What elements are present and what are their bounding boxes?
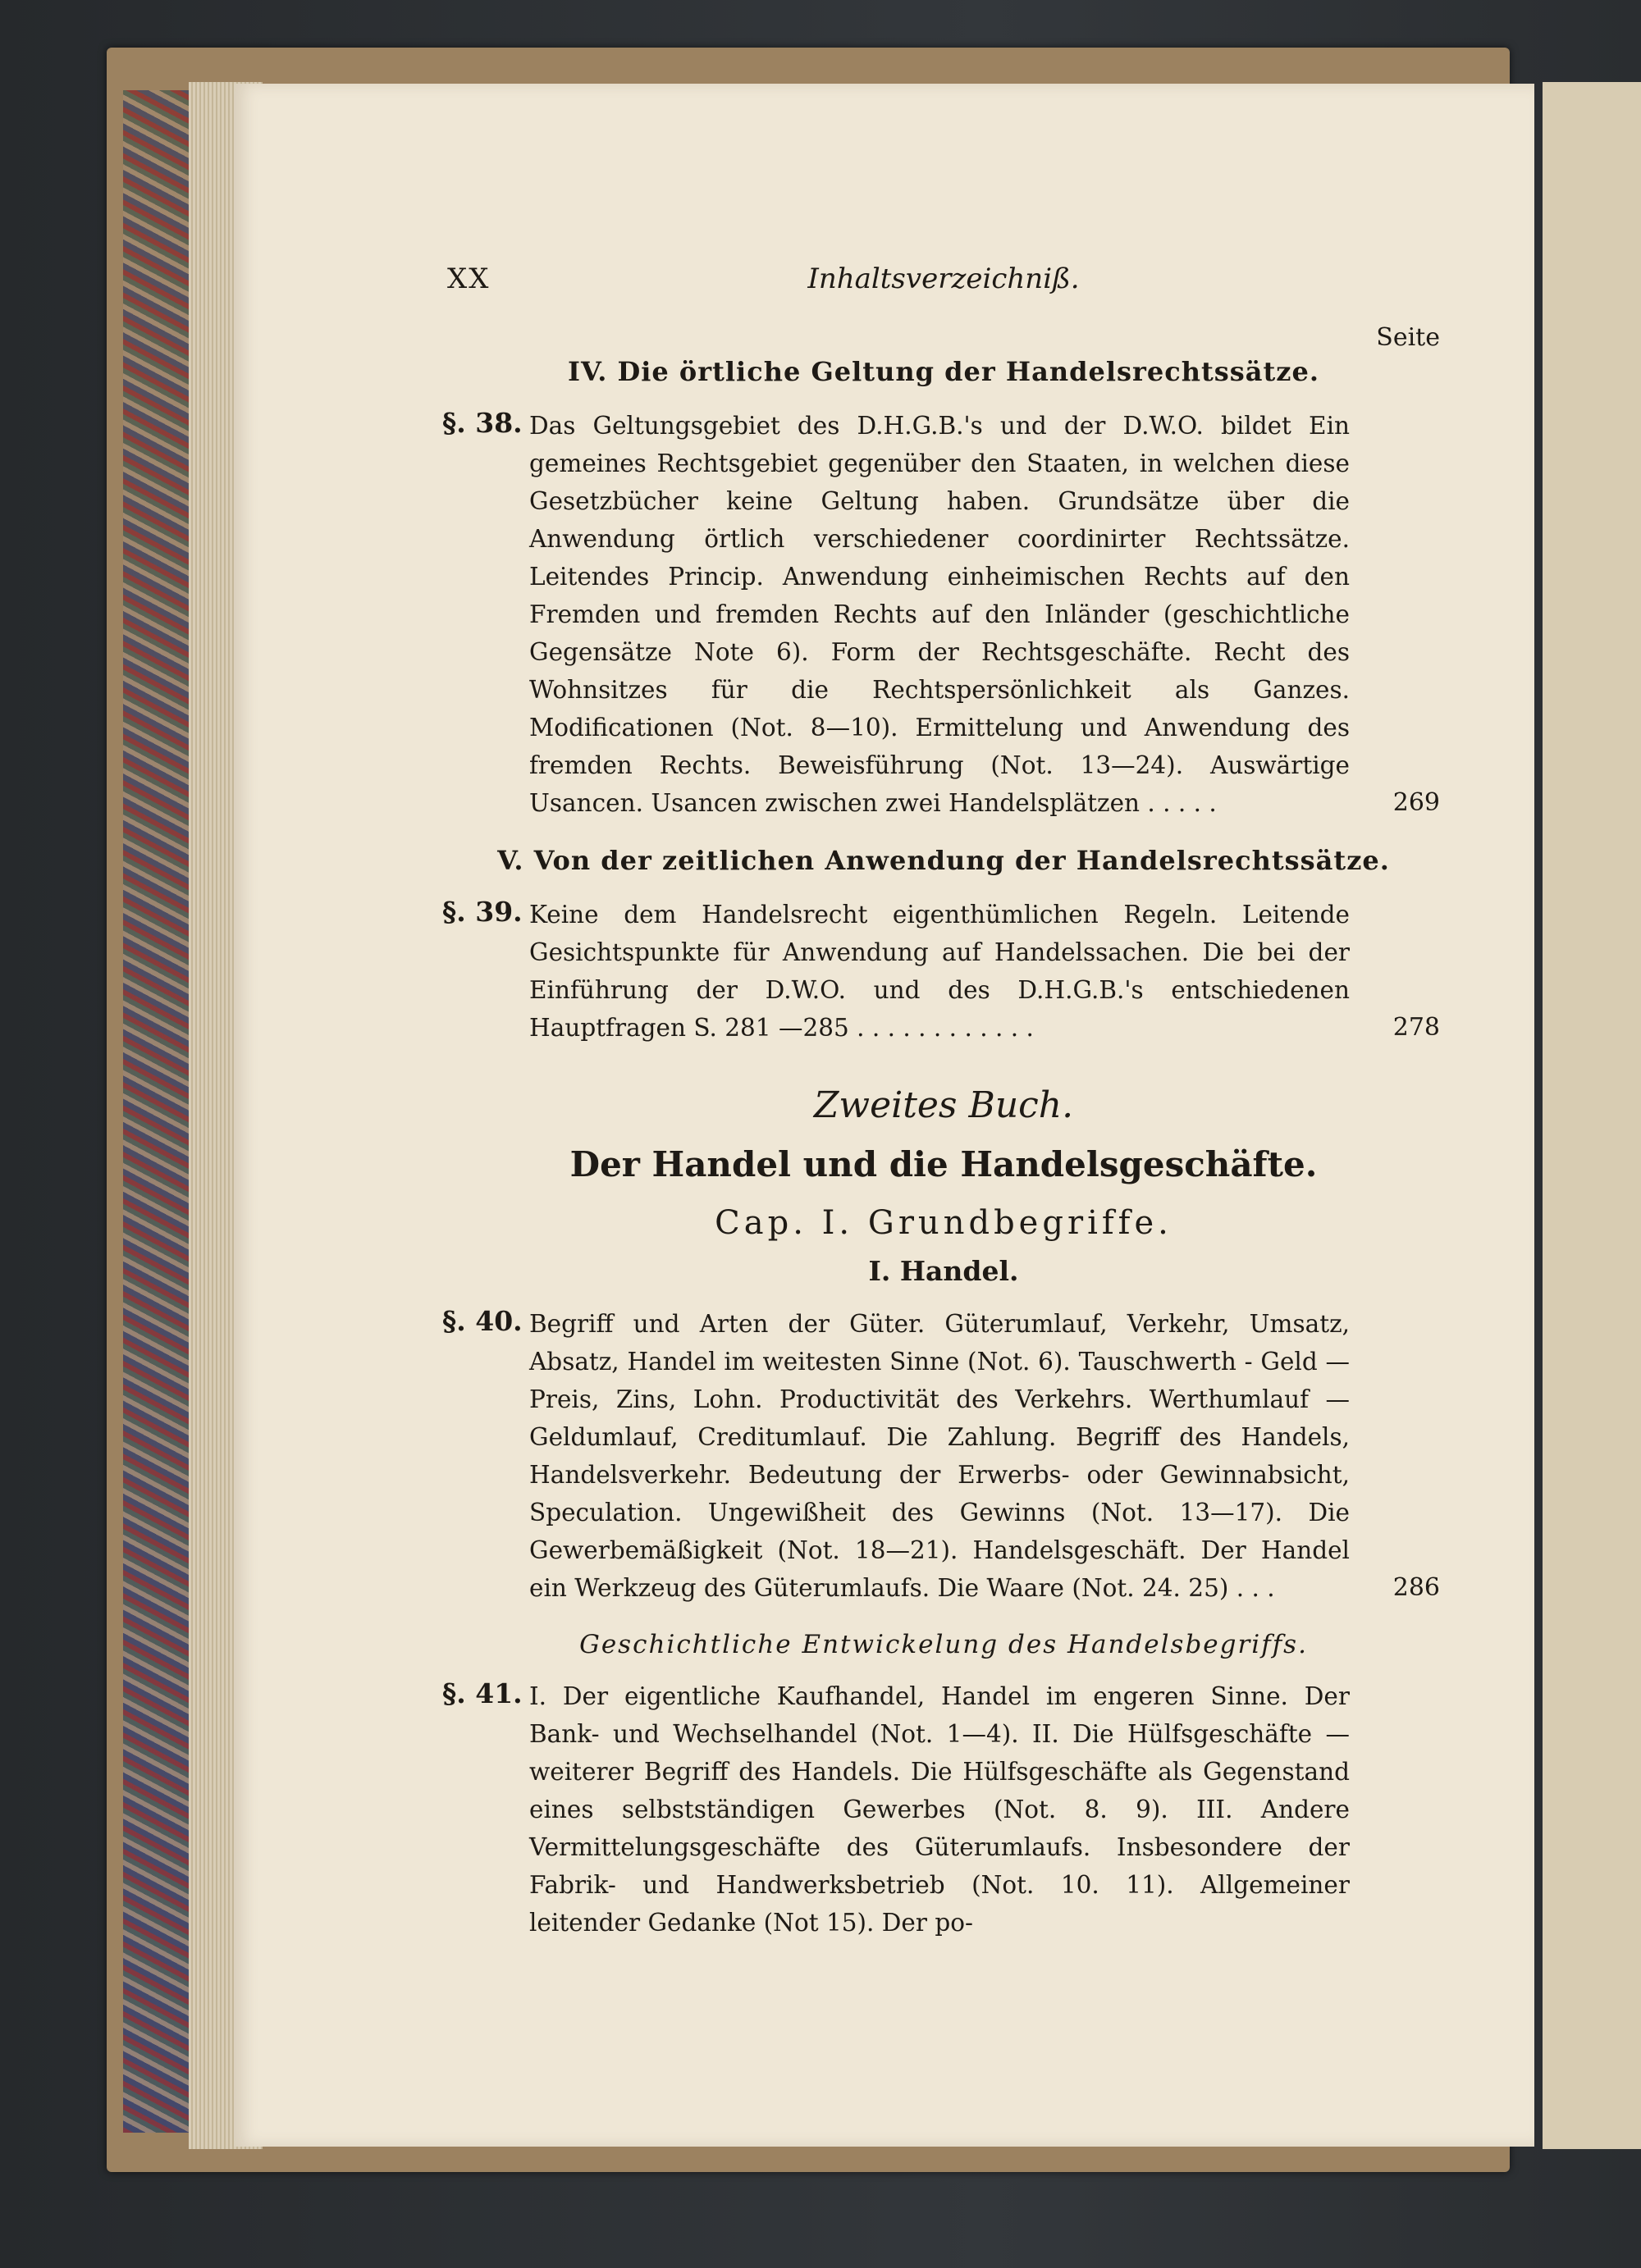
entry-text: I. Der eigentliche Kaufhandel, Handel im engeren Sinne. Der Bank- und Wechselhandel (Not. 1—4). II. Die Hülfsgeschäfte — weiterer Begriff des Handels. Die Hülfsgeschäfte als Gegenstand eines selbstständigen Gewerbes (Not. 8. 9). III. Andere Vermittelungsgeschäfte des Güterumlaufs. Insbesondere der Fabrik- und Handwerksbetrieb (Not. 10. 11). Allgemeiner leitender Gedanke (Not 15). Der po- [529, 1682, 1350, 1937]
running-title: Inhaltsverzeichniß. [807, 262, 1080, 295]
section-heading-i: I. Handel. [868, 1255, 1019, 1287]
chapter-heading: Cap. I. Grundbegriffe. [715, 1204, 1172, 1242]
toc-entry-38 [442, 407, 1440, 822]
toc-entry-40 [442, 1305, 1440, 1607]
book-subtitle: Der Handel und die Handelsgeschäfte. [569, 1144, 1318, 1184]
entry-text: Keine dem Handelsrecht eigenthümlichen Regeln. Leitende Gesichtspunkte für Anwendung auf Handelssachen. Die bei der Einführung der D.W.O. und des D.H.G.B.'s entschiedenen Hauptfragen S. 281 —285 . . . . . . . . . . . . [529, 901, 1350, 1042]
section-heading-iv: IV. Die örtliche Geltung der Handelsrechtssätze. [568, 356, 1319, 387]
page-reference: 269 [1392, 788, 1440, 817]
entry-text: Begriff und Arten der Güter. Güterumlauf, Verkehr, Umsatz, Absatz, Handel im weitesten Sinne (Not. 6). Tauschwerth - Geld — Preis, Zins, Lohn. Productivität des Verkehrs. Werthumlauf — Geldumlauf, Creditumlauf. Die Zahlung. Begriff des Handels, Handelsverkehr. Bedeutung der Erwerbs- oder Gewinnabsicht, Speculation. Ungewißheit des Gewinns (Not. 13—17). Die Gewerbemäßigkeit (Not. 18—21). Handelsgeschäft. Der Handel ein Werkzeug des Güterumlaufs. Die Waare (Not. 24. 25) . . . [529, 1310, 1350, 1602]
seite-label: Seite [1376, 323, 1440, 352]
book-title: Zweites Buch. [813, 1084, 1074, 1126]
section-heading-v: V. Von der zeitlichen Anwendung der Handelsrechtssätze. [497, 845, 1390, 876]
paragraph-number: §. 41. [442, 1677, 523, 1709]
entry-text: Das Geltungsgebiet des D.H.G.B.'s und der D.W.O. bildet Ein gemeines Rechtsgebiet gegenüber den Staaten, in welchen diese Gesetzbücher keine Geltung haben. Grundsätze über die Anwendung örtlich verschiedener coordinirter Rechtssätze. Leitendes Princip. Anwendung einheimischen Rechts auf den Fremden und fremden Rechts auf den Inländer (geschichtliche Gegensätze Note 6). Form der Rechtsgeschäfte. Recht des Wohnsitzes für die Rechtspersönlichkeit als Ganzes. Modificationen (Not. 8—10). Ermittelung und Anwendung des fremden Rechts. Beweisführung (Not. 13—24). Auswärtige Usancen. Usancen zwischen zwei Handelsplätzen . . . . . [529, 412, 1350, 817]
paragraph-number: §. 39. [442, 896, 523, 928]
toc-entry-39 [442, 896, 1440, 1047]
running-header [447, 262, 1440, 312]
page-reference: 286 [1392, 1573, 1440, 1602]
page-content [442, 262, 1440, 1965]
facing-page-edge [1543, 82, 1641, 2149]
page-number: XX [447, 262, 491, 295]
paragraph-number: §. 38. [442, 407, 523, 439]
page-reference: 278 [1392, 1013, 1440, 1042]
paragraph-number: §. 40. [442, 1305, 523, 1337]
toc-entry-41 [442, 1677, 1440, 1942]
history-heading: Geschichtliche Entwickelung des Handelsbegriffs. [579, 1630, 1308, 1659]
